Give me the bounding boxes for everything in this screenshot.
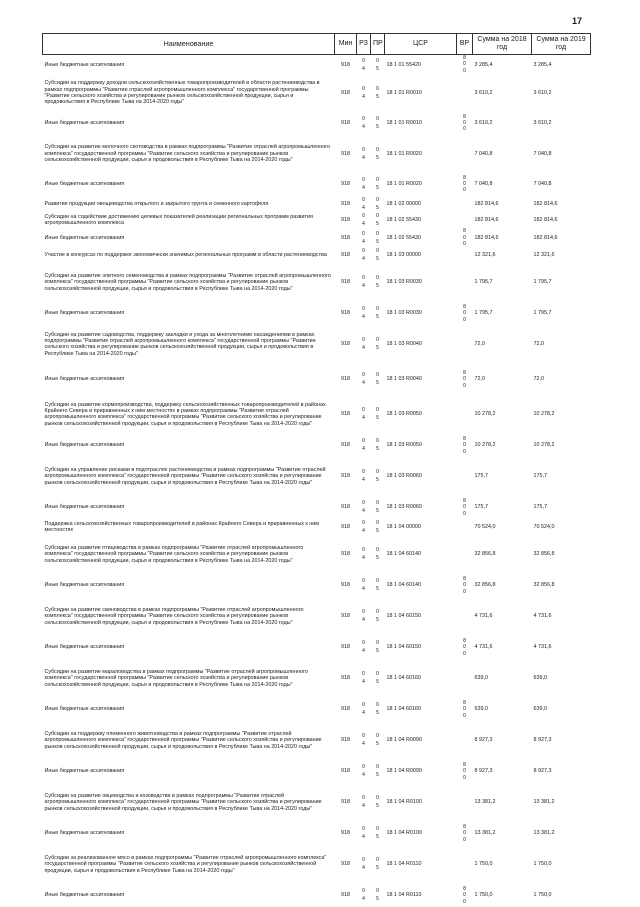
row-vr <box>457 135 473 172</box>
row-pr: 0 5 <box>371 363 385 395</box>
row-pr: 0 5 <box>371 597 385 635</box>
row-name: Иные бюджетные ассигнования <box>43 495 335 519</box>
row-name: Субсидии на развитие элитного семеноводства в рамках подпрограммы "Развитие отраслей агропромышленного комплекса" государственной программы "Развитие сельского хозяйства и регулирование рынков сельскохозяйственной продукции, сырья и продовольствия в Республике Тыва на 2014-2020 годы" <box>43 263 335 301</box>
row-csr: 18 1 04 60160 <box>385 697 457 721</box>
row-vr <box>457 325 473 363</box>
row-rz: 0 4 <box>357 212 371 228</box>
row-vr <box>457 74 473 111</box>
row-csr: 18 1 04 60160 <box>385 659 457 697</box>
table-row <box>43 883 591 907</box>
row-vr: 8 0 0 <box>457 697 473 721</box>
table-row <box>43 172 591 196</box>
row-csr: 18 1 03 R0030 <box>385 263 457 301</box>
table-row <box>43 845 591 883</box>
row-name: Субсидии на управление рисками в подотраслях растениеводства в рамках подпрограммы "Развитие отраслей агропромышленного комплекса" государственной программы "Развитие сельского хозяйства и регулирование рынков сельскохозяйственной продукции, сырья и продовольствия в Республике Тыва на 2014-2020 годы" <box>43 457 335 495</box>
table-row <box>43 433 591 457</box>
row-vr: 8 0 0 <box>457 301 473 325</box>
row-pr: 0 5 <box>371 495 385 519</box>
row-name: Иные бюджетные ассигнования <box>43 759 335 783</box>
row-pr: 0 5 <box>371 783 385 821</box>
budget-table <box>42 33 591 907</box>
row-min: 918 <box>335 325 357 363</box>
row-pr: 0 5 <box>371 659 385 697</box>
row-sum-2019: 1 795,7 <box>532 301 591 325</box>
row-rz: 0 4 <box>357 55 371 75</box>
row-rz: 0 4 <box>357 597 371 635</box>
row-sum-2019: 70 524,0 <box>532 519 591 535</box>
row-sum-2018: 3 610,2 <box>473 74 532 111</box>
row-sum-2018: 4 731,6 <box>473 635 532 659</box>
table-row <box>43 196 591 212</box>
row-sum-2019: 72,0 <box>532 363 591 395</box>
row-name: Иные бюджетные ассигнования <box>43 55 335 75</box>
row-sum-2019: 13 381,2 <box>532 821 591 845</box>
row-vr: 8 0 0 <box>457 111 473 135</box>
row-min: 918 <box>335 495 357 519</box>
row-sum-2018: 8 927,3 <box>473 759 532 783</box>
row-csr: 18 1 03 R0040 <box>385 325 457 363</box>
table-row <box>43 301 591 325</box>
row-sum-2019: 10 278,2 <box>532 433 591 457</box>
header-sum-2019: Сумма на 2019 год <box>532 34 591 55</box>
table-row <box>43 495 591 519</box>
row-pr: 0 5 <box>371 433 385 457</box>
row-vr: 8 0 0 <box>457 495 473 519</box>
row-sum-2019: 182 814,6 <box>532 228 591 247</box>
row-sum-2018: 3 610,2 <box>473 111 532 135</box>
row-csr: 18 1 01 R0020 <box>385 172 457 196</box>
row-pr: 0 5 <box>371 573 385 597</box>
row-rz: 0 4 <box>357 135 371 172</box>
row-name: Субсидии на содействие достижению целевых показателей реализации региональных программ развития агропромышленного комплекса <box>43 212 335 228</box>
row-min: 918 <box>335 597 357 635</box>
row-sum-2018: 1 750,0 <box>473 883 532 907</box>
row-sum-2018: 72,0 <box>473 363 532 395</box>
row-pr: 0 5 <box>371 395 385 433</box>
row-sum-2019: 1 750,0 <box>532 883 591 907</box>
row-sum-2018: 1 750,0 <box>473 845 532 883</box>
row-vr <box>457 597 473 635</box>
row-sum-2019: 7 040,8 <box>532 135 591 172</box>
row-rz: 0 4 <box>357 433 371 457</box>
row-min: 918 <box>335 845 357 883</box>
row-sum-2019: 12 321,6 <box>532 247 591 263</box>
row-name: Иные бюджетные ассигнования <box>43 635 335 659</box>
row-pr: 0 5 <box>371 55 385 75</box>
row-name: Иные бюджетные ассигнования <box>43 433 335 457</box>
table-header-row <box>43 34 591 55</box>
row-csr: 18 1 04 60150 <box>385 635 457 659</box>
row-sum-2019: 13 381,2 <box>532 783 591 821</box>
table-row <box>43 395 591 433</box>
row-csr: 18 1 03 R0050 <box>385 395 457 433</box>
row-csr: 18 1 03 R0060 <box>385 495 457 519</box>
row-pr: 0 5 <box>371 247 385 263</box>
row-min: 918 <box>335 821 357 845</box>
row-sum-2018: 12 321,6 <box>473 247 532 263</box>
row-rz: 0 4 <box>357 783 371 821</box>
row-csr: 18 1 04 R0090 <box>385 721 457 759</box>
row-name: Субсидии на развитие свиноводства в рамках подпрограммы "Развитие отраслей агропромышленного комплекса" государственной программы "Развитие сельского хозяйства и регулирование рынков сельскохозяйственной продукции, сырья и продовольствия в Республике Тыва на 2014-2020 годы" <box>43 597 335 635</box>
row-min: 918 <box>335 301 357 325</box>
row-name: Поддержка сельскохозяйственных товаропроизводителей в районах Крайнего Севера и приравненных к ним местностях <box>43 519 335 535</box>
row-pr: 0 5 <box>371 74 385 111</box>
row-csr: 18 1 04 60140 <box>385 573 457 597</box>
row-min: 918 <box>335 172 357 196</box>
row-vr <box>457 263 473 301</box>
row-min: 918 <box>335 759 357 783</box>
row-csr: 18 1 01 55420 <box>385 55 457 75</box>
row-name: Иные бюджетные ассигнования <box>43 111 335 135</box>
row-min: 918 <box>335 228 357 247</box>
row-sum-2018: 175,7 <box>473 495 532 519</box>
row-csr: 18 1 03 R0050 <box>385 433 457 457</box>
row-csr: 18 1 04 R0100 <box>385 821 457 845</box>
row-name: Субсидии на развитие овцеводства и козоводства в рамках подпрограммы "Развитие отраслей агропромышленного комплекса" государственной программы "Развитие сельского хозяйства и регулирование рынков сельскохозяйственной продукции, сырья и продовольствия в Республике Тыва на 2014-2020 годы" <box>43 783 335 821</box>
row-csr: 18 1 04 00000 <box>385 519 457 535</box>
row-vr <box>457 395 473 433</box>
row-min: 918 <box>335 111 357 135</box>
row-sum-2019: 4 731,6 <box>532 597 591 635</box>
row-name: Субсидии на поддержку племенного животноводства в рамках подпрограммы "Развитие отраслей агропромышленного комплекса" государственной программы "Развитие сельского хозяйства и регулирование рынков сельскохозяйственной продукции, сырья и продовольствия в Республике Тыва на 2014-2020 годы" <box>43 721 335 759</box>
row-rz: 0 4 <box>357 263 371 301</box>
row-min: 918 <box>335 519 357 535</box>
header-min: Мин <box>335 34 357 55</box>
row-pr: 0 5 <box>371 535 385 573</box>
row-sum-2018: 7 040,8 <box>473 135 532 172</box>
row-csr: 18 1 01 R0010 <box>385 111 457 135</box>
row-name: Иные бюджетные ассигнования <box>43 573 335 597</box>
row-sum-2019: 182 814,6 <box>532 212 591 228</box>
row-sum-2019: 8 927,3 <box>532 759 591 783</box>
row-rz: 0 4 <box>357 247 371 263</box>
row-name: Субсидии на поддержку доходов сельскохозяйственных товаропроизводителей в области растениеводства в рамках подпрограммы "Развитие отраслей агропромышленного комплекса" государственной программы "Развитие сельского хозяйства и регулирование рынков сельскохозяйственной продукции, сырья и продовольствия в Республике Тыва на 2014-2020 годы" <box>43 74 335 111</box>
row-sum-2019: 639,0 <box>532 659 591 697</box>
row-vr: 8 0 0 <box>457 883 473 907</box>
row-rz: 0 4 <box>357 519 371 535</box>
row-sum-2019: 175,7 <box>532 457 591 495</box>
page-number: 17 <box>572 16 582 26</box>
row-sum-2019: 32 856,8 <box>532 573 591 597</box>
row-pr: 0 5 <box>371 759 385 783</box>
row-csr: 18 1 04 60140 <box>385 535 457 573</box>
row-sum-2019: 1 750,0 <box>532 845 591 883</box>
row-rz: 0 4 <box>357 635 371 659</box>
row-rz: 0 4 <box>357 845 371 883</box>
row-csr: 18 1 04 R0110 <box>385 883 457 907</box>
row-min: 918 <box>335 247 357 263</box>
row-csr: 18 1 02 00000 <box>385 196 457 212</box>
row-sum-2018: 70 524,0 <box>473 519 532 535</box>
row-name: Участие в конкурсах по поддержке экономически значимых региональных программ в области растениеводства <box>43 247 335 263</box>
row-vr: 8 0 0 <box>457 228 473 247</box>
row-sum-2018: 182 814,6 <box>473 196 532 212</box>
row-name: Иные бюджетные ассигнования <box>43 228 335 247</box>
row-rz: 0 4 <box>357 659 371 697</box>
row-vr <box>457 721 473 759</box>
row-rz: 0 4 <box>357 196 371 212</box>
table-row <box>43 212 591 228</box>
row-name: Иные бюджетные ассигнования <box>43 301 335 325</box>
row-name: Развитие продукции овощеводства открытого и закрытого грунта и семенного картофеля <box>43 196 335 212</box>
row-vr <box>457 196 473 212</box>
table-row <box>43 783 591 821</box>
row-min: 918 <box>335 55 357 75</box>
table-row <box>43 573 591 597</box>
row-rz: 0 4 <box>357 535 371 573</box>
row-vr <box>457 519 473 535</box>
row-csr: 18 1 04 R0090 <box>385 759 457 783</box>
row-min: 918 <box>335 212 357 228</box>
row-sum-2018: 8 927,3 <box>473 721 532 759</box>
row-sum-2018: 639,0 <box>473 697 532 721</box>
header-csr: ЦСР <box>385 34 457 55</box>
row-rz: 0 4 <box>357 495 371 519</box>
row-vr: 8 0 0 <box>457 759 473 783</box>
row-pr: 0 5 <box>371 228 385 247</box>
row-pr: 0 5 <box>371 519 385 535</box>
row-vr <box>457 659 473 697</box>
row-sum-2018: 1 795,7 <box>473 263 532 301</box>
row-sum-2018: 1 795,7 <box>473 301 532 325</box>
row-pr: 0 5 <box>371 721 385 759</box>
row-rz: 0 4 <box>357 111 371 135</box>
row-rz: 0 4 <box>357 172 371 196</box>
row-rz: 0 4 <box>357 573 371 597</box>
row-sum-2018: 13 381,2 <box>473 783 532 821</box>
row-sum-2018: 182 814,6 <box>473 228 532 247</box>
row-vr <box>457 457 473 495</box>
table-row <box>43 74 591 111</box>
row-csr: 18 1 01 R0020 <box>385 135 457 172</box>
header-pr: ПР <box>371 34 385 55</box>
row-rz: 0 4 <box>357 325 371 363</box>
row-sum-2018: 32 856,8 <box>473 573 532 597</box>
row-pr: 0 5 <box>371 325 385 363</box>
row-min: 918 <box>335 721 357 759</box>
table-row <box>43 821 591 845</box>
table-row <box>43 597 591 635</box>
row-vr: 8 0 0 <box>457 573 473 597</box>
row-pr: 0 5 <box>371 263 385 301</box>
row-min: 918 <box>335 783 357 821</box>
row-pr: 0 5 <box>371 845 385 883</box>
row-sum-2019: 32 856,8 <box>532 535 591 573</box>
row-min: 918 <box>335 395 357 433</box>
row-name: Субсидии на развитие кормопроизводства, поддержку сельскохозяйственных товаропроизводителей в районах Крайнего Севера и приравненных к ним местностях в рамках подпрограммы "Развитие отраслей агропромышленного комплекса" государственной программы "Развитие сельского хозяйства и регулирование рынков сельскохозяйственной продукции, сырья и продовольствия в Республике Тыва на 2014-2020 годы" <box>43 395 335 433</box>
row-pr: 0 5 <box>371 111 385 135</box>
row-csr: 18 1 03 R0060 <box>385 457 457 495</box>
table-row <box>43 325 591 363</box>
table-row <box>43 457 591 495</box>
row-csr: 18 1 03 R0030 <box>385 301 457 325</box>
row-min: 918 <box>335 363 357 395</box>
row-sum-2019: 1 795,7 <box>532 263 591 301</box>
row-vr: 8 0 0 <box>457 363 473 395</box>
row-sum-2019: 3 285,4 <box>532 55 591 75</box>
row-sum-2019: 7 040,8 <box>532 172 591 196</box>
row-sum-2018: 639,0 <box>473 659 532 697</box>
row-rz: 0 4 <box>357 395 371 433</box>
row-sum-2019: 175,7 <box>532 495 591 519</box>
row-sum-2018: 10 278,2 <box>473 395 532 433</box>
row-rz: 0 4 <box>357 301 371 325</box>
row-vr <box>457 247 473 263</box>
row-pr: 0 5 <box>371 883 385 907</box>
row-sum-2018: 10 278,2 <box>473 433 532 457</box>
row-min: 918 <box>335 135 357 172</box>
table-row <box>43 697 591 721</box>
row-min: 918 <box>335 697 357 721</box>
row-min: 918 <box>335 659 357 697</box>
header-rz: РЗ <box>357 34 371 55</box>
row-vr <box>457 535 473 573</box>
row-sum-2019: 639,0 <box>532 697 591 721</box>
row-min: 918 <box>335 535 357 573</box>
table-row <box>43 111 591 135</box>
row-name: Иные бюджетные ассигнования <box>43 697 335 721</box>
row-min: 918 <box>335 883 357 907</box>
row-vr: 8 0 0 <box>457 55 473 75</box>
table-row <box>43 635 591 659</box>
row-vr <box>457 212 473 228</box>
header-name: Наименование <box>43 34 335 55</box>
row-vr <box>457 845 473 883</box>
row-min: 918 <box>335 457 357 495</box>
row-sum-2018: 72,0 <box>473 325 532 363</box>
row-rz: 0 4 <box>357 697 371 721</box>
row-csr: 18 1 04 60150 <box>385 597 457 635</box>
row-csr: 18 1 02 55430 <box>385 212 457 228</box>
row-rz: 0 4 <box>357 457 371 495</box>
row-sum-2019: 3 610,2 <box>532 74 591 111</box>
row-sum-2019: 10 278,2 <box>532 395 591 433</box>
header-vr: ВР <box>457 34 473 55</box>
row-pr: 0 5 <box>371 135 385 172</box>
row-csr: 18 1 03 00000 <box>385 247 457 263</box>
table-row <box>43 55 591 75</box>
table-body <box>43 55 591 907</box>
row-pr: 0 5 <box>371 697 385 721</box>
row-rz: 0 4 <box>357 759 371 783</box>
row-name: Иные бюджетные ассигнования <box>43 883 335 907</box>
table-row <box>43 363 591 395</box>
row-vr: 8 0 0 <box>457 821 473 845</box>
row-rz: 0 4 <box>357 74 371 111</box>
row-sum-2018: 3 285,4 <box>473 55 532 75</box>
row-min: 918 <box>335 433 357 457</box>
row-rz: 0 4 <box>357 721 371 759</box>
row-pr: 0 5 <box>371 457 385 495</box>
row-sum-2019: 4 731,6 <box>532 635 591 659</box>
row-csr: 18 1 02 55430 <box>385 228 457 247</box>
header-sum-2018: Сумма на 2018 год <box>473 34 532 55</box>
row-rz: 0 4 <box>357 883 371 907</box>
table-row <box>43 263 591 301</box>
row-min: 918 <box>335 263 357 301</box>
table-row <box>43 135 591 172</box>
row-pr: 0 5 <box>371 821 385 845</box>
row-sum-2019: 72,0 <box>532 325 591 363</box>
row-vr <box>457 783 473 821</box>
row-min: 918 <box>335 196 357 212</box>
table-row <box>43 535 591 573</box>
row-sum-2019: 182 814,6 <box>532 196 591 212</box>
row-sum-2018: 4 731,6 <box>473 597 532 635</box>
row-sum-2018: 7 040,8 <box>473 172 532 196</box>
row-sum-2018: 175,7 <box>473 457 532 495</box>
row-vr: 8 0 0 <box>457 635 473 659</box>
row-rz: 0 4 <box>357 228 371 247</box>
row-vr: 8 0 0 <box>457 433 473 457</box>
row-min: 918 <box>335 74 357 111</box>
row-rz: 0 4 <box>357 821 371 845</box>
row-pr: 0 5 <box>371 212 385 228</box>
row-sum-2019: 8 927,3 <box>532 721 591 759</box>
row-name: Иные бюджетные ассигнования <box>43 172 335 196</box>
row-name: Субсидии на развитие птицеводства в рамках подпрограммы "Развитие отраслей агропромышленного комплекса" государственной программы "Развитие сельского хозяйства и регулирование рынков сельскохозяйственной продукции, сырья и продовольствия в Республике Тыва на 2014-2020 годы" <box>43 535 335 573</box>
row-name: Субсидии за реализованное мясо в рамках подпрограммы "Развитие отраслей агропромышленного комплекса" государственной программы "Развитие сельского хозяйства и регулирование рынков сельскохозяйственной продукции, сырья и продовольствия в Республике Тыва на 2014-2020 годы" <box>43 845 335 883</box>
row-name: Субсидии на развитие садоводства, поддержку закладки и ухода за многолетними насаждениями в рамках подпрограммы "Развитие отраслей агропромышленного комплекса" государственной программы "Развитие сельского хозяйства и регулирование рынков сельскохозяйственной продукции, сырья и продовольствия в Республике Тыва на 2014-2020 годы" <box>43 325 335 363</box>
row-sum-2019: 3 610,2 <box>532 111 591 135</box>
row-min: 918 <box>335 573 357 597</box>
table-row <box>43 721 591 759</box>
row-pr: 0 5 <box>371 196 385 212</box>
table-row <box>43 759 591 783</box>
row-pr: 0 5 <box>371 301 385 325</box>
row-sum-2018: 32 856,8 <box>473 535 532 573</box>
row-pr: 0 5 <box>371 172 385 196</box>
table-row <box>43 659 591 697</box>
row-csr: 18 1 03 R0040 <box>385 363 457 395</box>
row-pr: 0 5 <box>371 635 385 659</box>
row-vr: 8 0 0 <box>457 172 473 196</box>
table-row <box>43 247 591 263</box>
row-csr: 18 1 04 R0100 <box>385 783 457 821</box>
row-name: Субсидии на развитие молочного скотоводства в рамках подпрограммы "Развитие отраслей агропромышленного комплекса" государственной программы "Развитие сельского хозяйства и регулирование рынков сельскохозяйственной продукции, сырья и продовольствия в Республике Тыва на 2014-2020 годы" <box>43 135 335 172</box>
row-csr: 18 1 01 R0010 <box>385 74 457 111</box>
row-name: Субсидии на развитие мараловодства в рамках подпрограммы "Развитие отраслей агропромышленного комплекса" государственной программы "Развитие сельского хозяйства и регулирование рынков сельскохозяйственной продукции, сырья и продовольствия в Республике Тыва на 2014-2020 годы" <box>43 659 335 697</box>
row-sum-2018: 13 381,2 <box>473 821 532 845</box>
row-name: Иные бюджетные ассигнования <box>43 363 335 395</box>
row-name: Иные бюджетные ассигнования <box>43 821 335 845</box>
table-row <box>43 519 591 535</box>
row-sum-2018: 182 814,6 <box>473 212 532 228</box>
row-min: 918 <box>335 635 357 659</box>
table-row <box>43 228 591 247</box>
row-rz: 0 4 <box>357 363 371 395</box>
row-csr: 18 1 04 R0110 <box>385 845 457 883</box>
